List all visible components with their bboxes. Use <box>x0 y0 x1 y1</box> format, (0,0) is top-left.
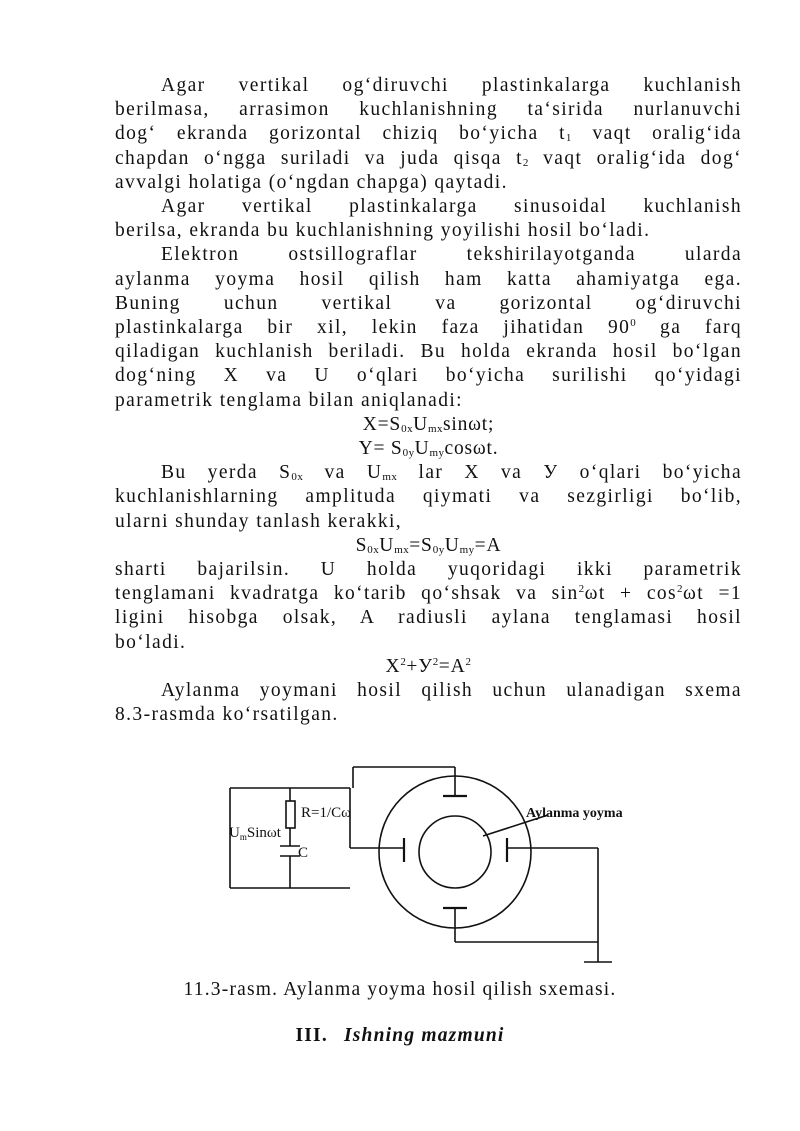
paragraph-line <box>115 268 742 292</box>
text-span: cosωt. <box>444 438 499 460</box>
paragraph-line <box>115 703 742 727</box>
text-span: =S <box>409 534 433 556</box>
text-span: berilsa, ekranda bu kuchlanishning yoyilishi hosil bo‘ladi. <box>115 220 651 242</box>
equation-y <box>115 437 742 461</box>
subscript: 1 <box>565 132 572 145</box>
paragraph-line <box>115 679 742 703</box>
paragraph-line <box>115 606 742 630</box>
superscript: 0 <box>630 317 637 330</box>
text-span: dog‘ ekranda gorizontal chiziq bo‘yicha t <box>115 123 566 145</box>
subscript: my <box>459 543 475 556</box>
superscript: 2 <box>400 655 407 668</box>
capacitor-label: C <box>298 845 309 861</box>
text-span: =A <box>474 534 502 556</box>
section-number: III. <box>295 1025 328 1046</box>
paragraph-line <box>115 122 742 146</box>
paragraph-line <box>115 340 742 364</box>
text-span: va U <box>303 462 383 484</box>
superscript: 2 <box>432 655 439 668</box>
text-span: Y= S <box>358 438 403 460</box>
text-span: X=S <box>362 413 402 435</box>
circular-sweep <box>419 816 491 888</box>
subscript: 0x <box>401 422 414 435</box>
text-span: aylanma yoyma hosil qilish ham katta ahamiyatga ega. <box>115 268 742 290</box>
crt-screen <box>379 776 531 928</box>
paragraph-line <box>115 292 742 316</box>
text-span: Aylanma yoymani hosil qilish uchun ulanadigan sxema <box>161 680 742 702</box>
paragraph-line <box>115 461 742 485</box>
paragraph-line <box>115 171 742 195</box>
equation-x <box>115 413 742 437</box>
text-span: dog‘ning X va U o‘qlari bo‘yicha surilishi qo‘yidagi <box>115 365 742 387</box>
paragraph-line <box>115 219 742 243</box>
text-span: sinωt; <box>443 413 495 435</box>
text-span: lar X va У o‘qlari bo‘yicha <box>397 462 742 484</box>
text-body <box>115 74 742 727</box>
subscript: 0x <box>291 471 304 484</box>
text-span: tenglamani kvadratga ko‘tarib qo‘shsak va sin <box>115 583 579 605</box>
text-span: vaqt oralig‘ida dog‘ <box>528 147 742 169</box>
superscript: 2 <box>578 583 585 596</box>
text-span: S <box>355 534 368 556</box>
paragraph-line <box>115 98 742 122</box>
subscript: 0x <box>367 543 380 556</box>
paragraph-line <box>115 389 742 413</box>
text-span: vaqt oralig‘ida <box>571 123 742 145</box>
text-span: =A <box>438 655 466 677</box>
text-span: qiladigan kuchlanish beriladi. Bu holda ekranda hosil bo‘lgan <box>115 341 742 363</box>
paragraph-line <box>115 195 742 219</box>
paragraph-line <box>115 510 742 534</box>
text-span: ligini hisobga olsak, A radiusli aylana tenglamasi hosil <box>115 607 742 629</box>
text-span: U <box>413 413 428 435</box>
text-span: kuchlanishlarning amplituda qiymati va sezgirligi bo‘lib, <box>115 486 742 508</box>
paragraph-line <box>115 243 742 267</box>
section-heading <box>0 1024 800 1048</box>
source-label-main: U <box>229 825 240 841</box>
resistor <box>286 801 295 828</box>
text-span: ωt =1 <box>683 583 743 605</box>
equation-circle <box>115 655 742 679</box>
text-span: bo‘ladi. <box>115 631 187 653</box>
subscript: mx <box>394 543 410 556</box>
subscript: 0y <box>432 543 445 556</box>
subscript: mx <box>382 471 398 484</box>
text-span: Elektron ostsillograflar tekshirilayotganda ularda <box>161 244 742 266</box>
paragraph-line <box>115 631 742 655</box>
paragraph-line <box>115 582 742 606</box>
subscript: 0y <box>402 447 415 460</box>
text-span: plastinkalarga bir xil, lekin faza jihatidan 90 <box>115 317 631 339</box>
paragraph-line <box>115 485 742 509</box>
text-span: ωt + cos <box>584 583 678 605</box>
text-span: ga farq <box>636 317 742 339</box>
subscript: mx <box>427 422 444 435</box>
text-span: berilmasa, arrasimon kuchlanishning ta‘sirida nurlanuvchi <box>115 99 742 121</box>
subscript: my <box>429 447 445 460</box>
source-label-rest: Sinωt <box>246 825 281 841</box>
annotation-label: Aylanma yoyma <box>526 806 623 821</box>
text-span: avvalgi holatiga (o‘ngdan chapga) qaytadi. <box>115 171 508 193</box>
section-title: Ishning mazmuni <box>343 1025 505 1046</box>
paragraph-line <box>115 558 742 582</box>
subscript: 2 <box>522 156 529 169</box>
source-label <box>229 825 282 842</box>
text-span: Buning uchun vertikal va gorizontal og‘diruvchi <box>115 292 742 314</box>
text-span: U <box>414 438 430 460</box>
circuit-figure <box>0 760 800 975</box>
paragraph-line <box>115 147 742 171</box>
source-label-sub: m <box>239 832 247 842</box>
text-span: U <box>379 534 395 556</box>
text-span: Agar vertikal og‘diruvchi plastinkalarga kuchlanish <box>161 75 742 96</box>
text-span: X <box>385 655 401 677</box>
text-span: Agar vertikal plastinkalarga sinusoidal kuchlanish <box>161 196 742 218</box>
paragraph-line <box>115 364 742 388</box>
text-span: chapdan o‘ngga suriladi va juda qisqa t <box>115 147 523 169</box>
superscript: 2 <box>677 583 684 596</box>
paragraph-line <box>115 74 742 98</box>
figure-caption: 11.3-rasm. Aylanma yoyma hosil qilish sxemasi. <box>183 979 617 1000</box>
text-span: 8.3-rasmda ko‘rsatilgan. <box>115 704 339 726</box>
superscript: 2 <box>465 655 472 668</box>
circuit-diagram <box>0 760 800 975</box>
text-span: U <box>444 534 460 556</box>
text-span: ularni shunday tanlash kerakki, <box>115 510 403 532</box>
text-span: +У <box>406 655 433 677</box>
equation-condition <box>115 534 742 558</box>
text-span: Bu yerda S <box>161 462 292 484</box>
paragraph-line <box>115 316 742 340</box>
text-span: sharti bajarilsin. U holda yuqoridagi ikki parametrik <box>115 559 742 581</box>
resistor-label: R=1/Cω <box>301 805 352 821</box>
text-span: parametrik tenglama bilan aniqlanadi: <box>115 389 463 411</box>
